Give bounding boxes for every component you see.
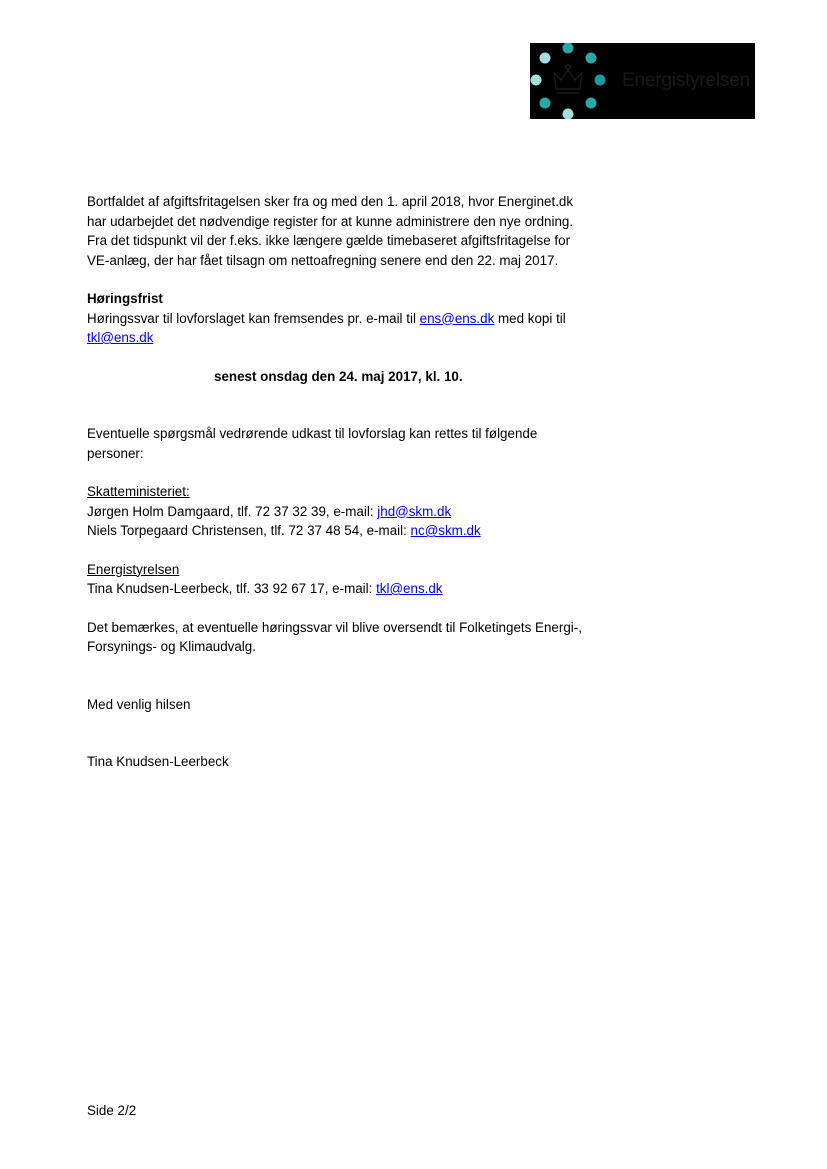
contact-group-heading: Energistyrelsen <box>87 561 180 577</box>
hearing-text <box>87 309 647 329</box>
contact-person-text: Jørgen Holm Damgaard, tlf. 72 37 32 39, e-mail: <box>87 503 378 519</box>
note-paragraph <box>87 618 647 657</box>
questions-line: personer: <box>87 445 144 461</box>
hearing-heading: Høringsfrist <box>87 291 163 306</box>
note-line: Det bemærkes, at eventuelle høringssvar vil blive oversendt til Folketingets Energi-, <box>87 619 582 635</box>
letter-body <box>87 192 647 772</box>
page-number: Side 2/2 <box>87 1103 137 1118</box>
questions-line: Eventuelle spørgsmål vedrørende udkast til lovforslag kan rettes til følgende <box>87 426 538 441</box>
hearing-text-before: Høringssvar til lovforslaget kan fremsendes pr. e-mail til <box>87 310 420 326</box>
contact-person-text: Niels Torpegaard Christensen, tlf. 72 37 48 54, e-mail: <box>87 523 411 538</box>
closing-greeting: Med venlig hilsen <box>87 696 191 712</box>
energistyrelsen-logo <box>530 43 755 119</box>
contact-person <box>87 521 647 541</box>
hearing-copy-line <box>87 328 647 348</box>
note-line: Forsynings- og Klimaudvalg. <box>87 639 256 654</box>
intro-line: VE-anlæg, der har fået tilsagn om nettoafregning senere end den 22. maj 2017. <box>87 252 559 268</box>
email-link-nc[interactable]: nc@skm.dk <box>410 523 481 538</box>
email-link-jhd[interactable]: jhd@skm.dk <box>377 503 452 519</box>
hearing-section <box>87 289 647 348</box>
signature-name: Tina Knudsen-Leerbeck <box>87 754 229 769</box>
intro-line: Bortfaldet af afgiftsfritagelsen sker fra og med den 1. april 2018, hvor Energinet.dk <box>87 194 574 209</box>
intro-paragraph <box>87 192 647 270</box>
contact-group-heading: Skatteministeriet: <box>87 484 190 499</box>
intro-line: har udarbejdet det nødvendige register for at kunne administrere den nye ordning. <box>87 213 574 229</box>
contact-group-skatteministeriet <box>87 482 647 541</box>
intro-line: Fra det tidspunkt vil der f.eks. ikke længere gælde timebaseret afgiftsfritagelse for <box>87 233 571 248</box>
hearing-deadline: senest onsdag den 24. maj 2017, kl. 10. <box>214 368 463 384</box>
hearing-text-middle: med kopi til <box>494 310 566 326</box>
contact-person-text: Tina Knudsen-Leerbeck, tlf. 33 92 67 17, e-mail: <box>87 581 377 596</box>
email-link-tkl-contact[interactable]: tkl@ens.dk <box>376 581 443 596</box>
questions-paragraph <box>87 424 647 463</box>
contact-person <box>87 502 647 522</box>
contact-group-energistyrelsen <box>87 560 647 599</box>
contact-person <box>87 579 647 599</box>
email-link-tkl[interactable]: tkl@ens.dk <box>87 330 154 345</box>
email-link-ens[interactable]: ens@ens.dk <box>419 310 495 326</box>
logo-wordmark: Energistyrelsen <box>622 70 750 91</box>
